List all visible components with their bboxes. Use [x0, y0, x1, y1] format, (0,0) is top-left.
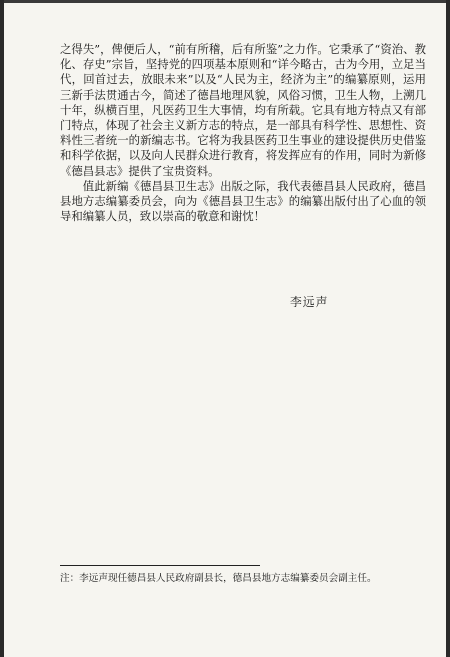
scan-edge-left: [0, 0, 4, 657]
scan-edge-right: [446, 0, 450, 657]
footnote: 注：李远声现任德昌县人民政府副县长，德昌县地方志编纂委员会副主任。: [60, 573, 377, 584]
signature: 李远声: [290, 295, 329, 309]
paragraph-1: 之得失”，俾便后人，“前有所稽，后有所鉴”之力作。它秉承了“资治、教化、存史”宗旨，坚持党的四项基本原则和“详今略古，古为今用，立足当代，回首过去，放眼未来”以及“人民为主，经济为主”的编纂原则，运用三新手法贯通古今，简述了德昌地理风貌，风俗习惯，卫生人物，上溯几十年，纵横百里，凡医药卫生大事情，均有所载。它具有地方特点又有部门特点，体现了社会主义新方志的特点，是一部具有科学性、思想性、资料性三者统一的新编志书。它将为我县医药卫生事业的建设提供历史借鉴和科学依据，以及向人民群众进行教育，将发挥应有的作用，同时为新修《德昌县志》提供了宝贵资料。: [60, 42, 426, 178]
paragraph-2: 值此新编《德昌县卫生志》出版之际，我代表德昌县人民政府，德昌县地方志编纂委员会，向为《德昌县卫生志》的编纂出版付出了心血的领导和编纂人员，致以崇高的敬意和谢忱！: [60, 178, 426, 224]
body-text: [60, 42, 426, 224]
footnote-divider: [60, 565, 260, 566]
scan-edge-top: [0, 0, 450, 3]
